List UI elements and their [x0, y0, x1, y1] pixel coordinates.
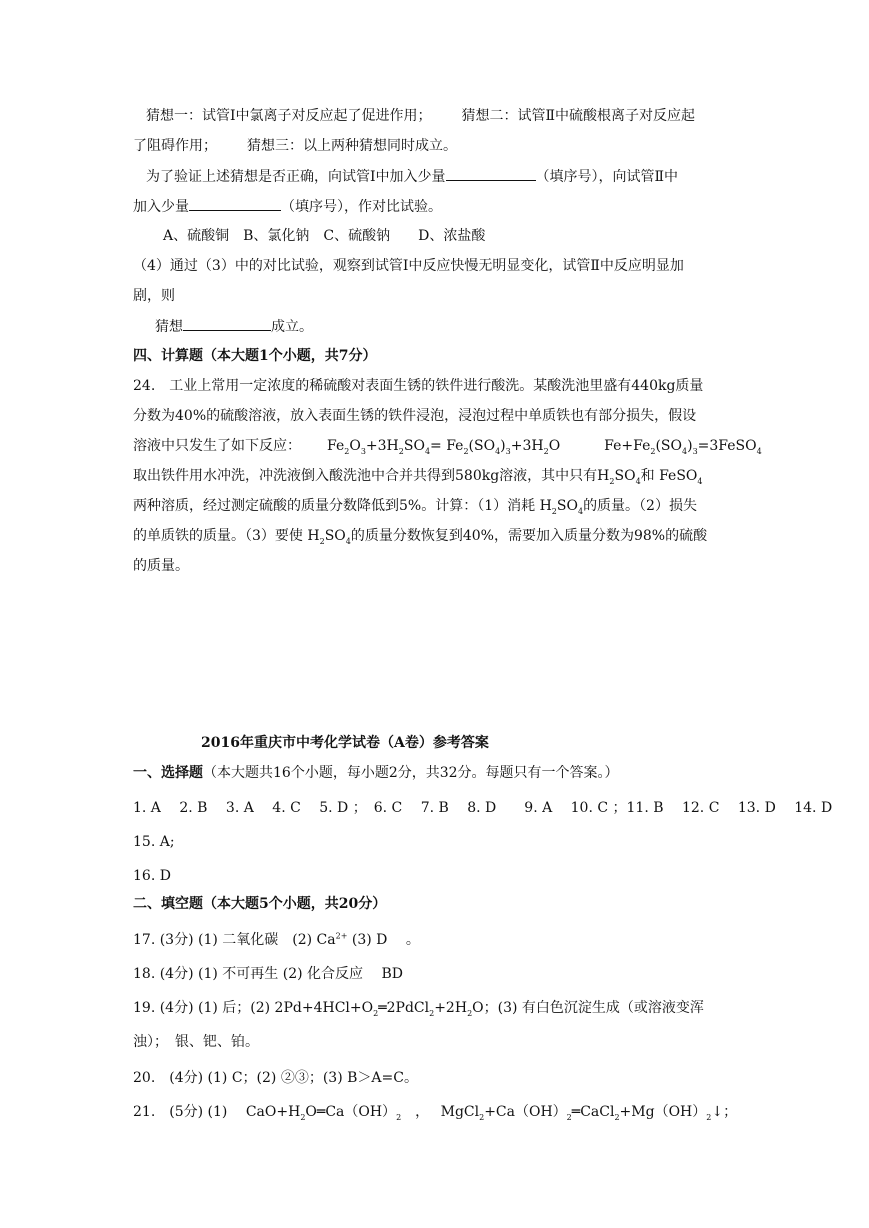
eq1-sub: 2: [398, 446, 404, 456]
hypothesis-line-2: [133, 136, 457, 156]
eq1-part: ): [500, 438, 506, 454]
part4-text-b: 成立。: [271, 319, 313, 335]
formula-sub: 2: [551, 506, 557, 516]
verify-text-c: 加入少量: [133, 199, 189, 215]
q24-line-4: [133, 466, 703, 486]
hypothesis-2-cont: 了阻碍作用；: [133, 138, 217, 154]
part4-line-3: [155, 316, 313, 337]
section1-desc: （本大题共16个小题，每小题2分，共32分。每题只有一个答案。）: [203, 765, 619, 781]
equation-1: [327, 438, 560, 454]
q24-line-5-text: 两种溶质，经过测定硫酸的质量分数降低到5%。计算：（1）消耗: [133, 498, 536, 514]
formula-sub: 4: [345, 536, 351, 546]
answer-key-title: 2016年重庆市中考化学试卷（A卷）参考答案: [201, 735, 489, 751]
part4-text-a: 猜想: [155, 319, 183, 335]
answer-21-part: +Mg（OH）: [619, 1104, 707, 1120]
formula-part: SO: [324, 528, 346, 544]
answer-19-part: 19. (4分) (1) 后；(2) 2Pd+4HCl+O: [133, 1000, 374, 1016]
eq2-part: (SO: [655, 438, 682, 454]
q24-line-6: [133, 526, 707, 546]
eq2-part: ): [687, 438, 693, 454]
q24-line-6-text: 的单质铁的质量。（3）要使: [133, 528, 303, 544]
eq2-sub: 4: [756, 446, 762, 456]
verify-text-d: （填序号），作对比试验。: [281, 199, 442, 215]
eq1-sub: 4: [424, 446, 431, 456]
answer-section2-heading: 二、填空题（本大题5个小题，共20分）: [133, 896, 387, 912]
eq2-sub: 4: [682, 446, 688, 456]
eq1-part: Fe: [327, 438, 345, 454]
formula-sub: 4: [577, 506, 584, 516]
answer-blank-hypothesis[interactable]: [183, 316, 271, 331]
section1-label: 一、选择题: [133, 765, 203, 781]
formula-part: SO: [556, 498, 578, 514]
q24-line-1: 24. 工业上常用一定浓度的稀硫酸对表面生锈的铁件进行酸洗。某酸洗池里盛有440kg质量: [133, 378, 704, 394]
q24-line-3-text: 溶液中只发生了如下反应：: [133, 438, 301, 454]
answer-17-text: 17. (3分) (1) 二氧化碳 (2) Ca: [133, 932, 336, 948]
formula-sub: 4: [635, 476, 641, 486]
hypothesis-2: 猜想二：试管Ⅱ中硫酸根离子对反应起: [461, 108, 696, 124]
choice-answers-line-3: 16. D: [133, 868, 171, 884]
hypothesis-3: 猜想三：以上两种猜想同时成立。: [247, 138, 457, 154]
answer-section1-heading: [133, 763, 619, 783]
hypothesis-1: 猜想一：试管Ⅰ中氯离子对反应起了促进作用；: [146, 108, 432, 124]
answer-21-sub: 2: [566, 1112, 572, 1122]
answer-21-sub: 2: [479, 1112, 485, 1122]
answer-19-sub: 2: [429, 1008, 435, 1018]
answer-19-part: +2H: [434, 1000, 468, 1016]
eq1-sub: 2: [463, 446, 469, 456]
eq1-part: O: [548, 438, 561, 454]
eq2-sub: 3: [692, 446, 698, 456]
eq1-sub: 3: [360, 446, 366, 456]
verify-text-a: 为了验证上述猜想是否正确，向试管Ⅰ中加入少量: [146, 169, 446, 185]
eq2-part: =3FeSO: [697, 438, 757, 454]
formula-sub: 2: [609, 476, 615, 486]
q24-line-5: [133, 496, 697, 516]
eq1-part: O: [349, 438, 361, 454]
answer-21-sub: 2: [706, 1112, 712, 1122]
answer-20: 20. (4分) (1) C；(2) ②③；(3) B＞A=C。: [133, 1070, 418, 1086]
answer-21-part: O═Ca（OH）: [305, 1104, 397, 1120]
formula-part: SO: [614, 468, 636, 484]
part4-line-1: （4）通过（3）中的对比试验，观察到试管Ⅰ中反应快慢无明显变化，试管Ⅱ中反应明显加: [133, 258, 684, 274]
formula-part: 和: [640, 468, 655, 484]
equation-2: [604, 438, 762, 454]
eq1-sub: 2: [344, 446, 350, 456]
verify-line-2: [133, 196, 442, 217]
eq1-part: +3H: [510, 438, 544, 454]
answer-17-sup: 2+: [335, 931, 348, 941]
section4-heading: 四、计算题（本大题1个小题，共7分）: [133, 348, 377, 364]
q24-line-5-tail: 的质量。（2）损失: [583, 498, 697, 514]
verify-text-b: （填序号），向试管Ⅱ中: [535, 169, 679, 185]
answer-blank-tube1[interactable]: [446, 166, 536, 181]
answer-21-part: +Ca（OH）: [484, 1104, 567, 1120]
choice-answers-line-2: 15. A;: [133, 834, 175, 850]
options-line: A、硫酸铜 B、氯化钠 C、硫酸钠 D、浓盐酸: [163, 228, 486, 244]
answer-19: [133, 998, 704, 1018]
answer-19-sub: 2: [373, 1008, 379, 1018]
q24-line-2: 分数为40%的硫酸溶液，放入表面生锈的铁件浸泡，浸泡过程中单质铁也有部分损失，假设: [133, 408, 697, 424]
formula-sub: 4: [697, 476, 703, 486]
eq1-sub: 4: [495, 446, 501, 456]
answer-17: [133, 930, 420, 950]
eq2-part: Fe+Fe: [604, 438, 651, 454]
q24-line-4-text: 取出铁件用水冲洗，冲洗液倒入酸洗池中合并共得到580kg溶液，其中只有: [133, 468, 598, 484]
eq1-sub: 2: [543, 446, 549, 456]
q24-line-3: [133, 436, 762, 456]
answer-19-sub: 2: [467, 1008, 473, 1018]
q24-line-7: 的质量。: [133, 558, 189, 574]
choice-answers-line-1: 1. A 2. B 3. A 4. C 5. D ； 6. C 7. B 8. D 9. A 10. C ；11. B 12. C 13. D 14. D: [133, 800, 833, 816]
answer-21-sub: 2: [396, 1112, 402, 1122]
answer-18: 18. (4分) (1) 不可再生 (2) 化合反应 BD: [133, 966, 403, 982]
answer-blank-tube2[interactable]: [189, 196, 281, 211]
eq1-part: = Fe: [430, 438, 464, 454]
formula-part: H: [539, 498, 552, 514]
answer-17-tail: (3) D 。: [347, 932, 420, 948]
answer-21-sub: 2: [614, 1112, 620, 1122]
eq1-part: (SO: [468, 438, 496, 454]
answer-21: [133, 1102, 737, 1122]
hypothesis-line-1: [146, 106, 695, 126]
answer-21-part: ═CaCl: [571, 1104, 615, 1120]
formula-part: H: [307, 528, 320, 544]
formula-sub: 2: [319, 536, 325, 546]
answer-19-line-2: 浊）； 银、钯、铂。: [133, 1034, 259, 1050]
eq1-part: +3H: [365, 438, 399, 454]
q24-line-6-tail: 的质量分数恢复到40%，需要加入质量分数为98%的硫酸: [350, 528, 708, 544]
verify-line-1: [146, 166, 678, 187]
formula-part: H: [597, 468, 610, 484]
answer-21-part: 21. (5分) (1) CaO+H: [133, 1104, 301, 1120]
eq2-sub: 2: [650, 446, 656, 456]
eq1-part: SO: [403, 438, 425, 454]
formula-part: FeSO: [659, 468, 698, 484]
answer-19-part: O；(3) 有白色沉淀生成（或溶液变浑: [472, 1000, 704, 1016]
answer-21-part: ， MgCl: [401, 1104, 480, 1120]
eq1-sub: 3: [505, 446, 511, 456]
part4-line-2: 剧，则: [133, 288, 175, 304]
answer-19-part: ═2PdCl: [378, 1000, 430, 1016]
answer-21-part: ↓；: [711, 1104, 738, 1120]
answer-21-sub: 2: [300, 1112, 306, 1122]
